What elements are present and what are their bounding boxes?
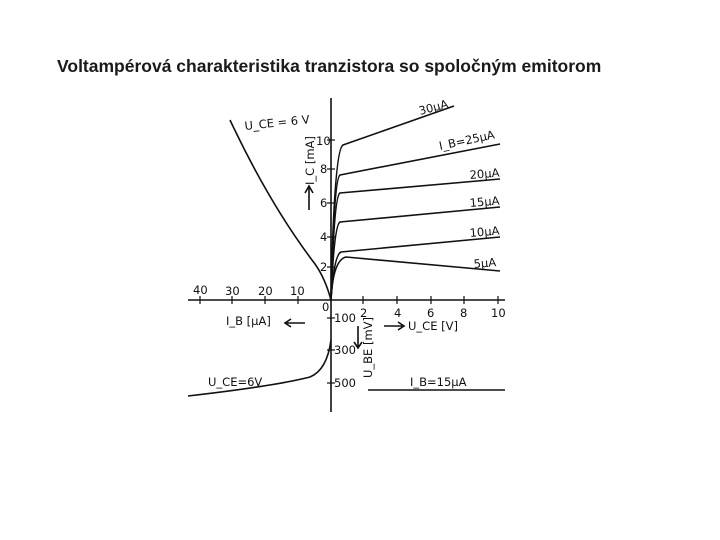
arrow-uce-right xyxy=(384,322,404,330)
page-title: Voltampérová charakteristika tranzistora so spoločným emitorom xyxy=(57,56,602,76)
curve-label-20ua: 20μA xyxy=(469,165,500,182)
transfer-param-label: U_CE = 6 V xyxy=(243,112,311,133)
ib-tick-label: 30 xyxy=(225,284,240,298)
ic-axis-label: I_C [mA] xyxy=(303,136,317,185)
ube-tick-label: 100 xyxy=(334,311,356,325)
curve-label-10ua: 10μA xyxy=(469,223,500,240)
ube-tick-labels xyxy=(334,311,356,390)
x-tick-label: 8 xyxy=(460,306,468,320)
input-param-label: U_CE=6V xyxy=(208,375,263,389)
x-tick-label: 4 xyxy=(394,306,402,320)
origin-label: 0 xyxy=(322,300,330,314)
x-tick-label: 2 xyxy=(360,306,368,320)
ube-tick-label: 300 xyxy=(334,343,356,357)
y-tick-label: 6 xyxy=(320,196,328,210)
ube-tick-label: 500 xyxy=(334,376,356,390)
arrow-ib-left xyxy=(285,319,305,327)
curve-label-30ua: 30μA xyxy=(417,96,450,118)
curve-label-15ua: 15μA xyxy=(469,193,500,210)
ib-tick-label: 20 xyxy=(258,284,273,298)
curve-ib-15 xyxy=(331,207,500,300)
arrow-ic-up xyxy=(305,186,313,210)
y-tick-label: 2 xyxy=(320,260,328,274)
y-tick-label: 8 xyxy=(320,162,328,176)
x-tick-label: 6 xyxy=(427,306,435,320)
y-tick-label: 10 xyxy=(316,134,331,148)
x-tick-label: 10 xyxy=(491,306,506,320)
curve-label-5ua: 5μA xyxy=(473,255,497,271)
uce-axis-label: U_CE [V] xyxy=(408,319,458,333)
ube-axis-label: U_BE [mV] xyxy=(361,316,375,378)
curve-labels xyxy=(417,97,500,271)
ib-tick-labels xyxy=(193,283,305,298)
curve-label-25ua: I_B=25μA xyxy=(437,127,496,153)
ib-axis-label: I_B [μA] xyxy=(226,314,271,328)
ib-tick-label: 40 xyxy=(193,283,208,297)
ic-tick-labels xyxy=(316,134,331,274)
ib-tick-label: 10 xyxy=(290,284,305,298)
y-tick-label: 4 xyxy=(320,230,328,244)
feedback-param-label: I_B=15μA xyxy=(410,375,467,389)
curve-ib-30 xyxy=(331,106,454,300)
uce-tick-labels xyxy=(360,306,506,320)
